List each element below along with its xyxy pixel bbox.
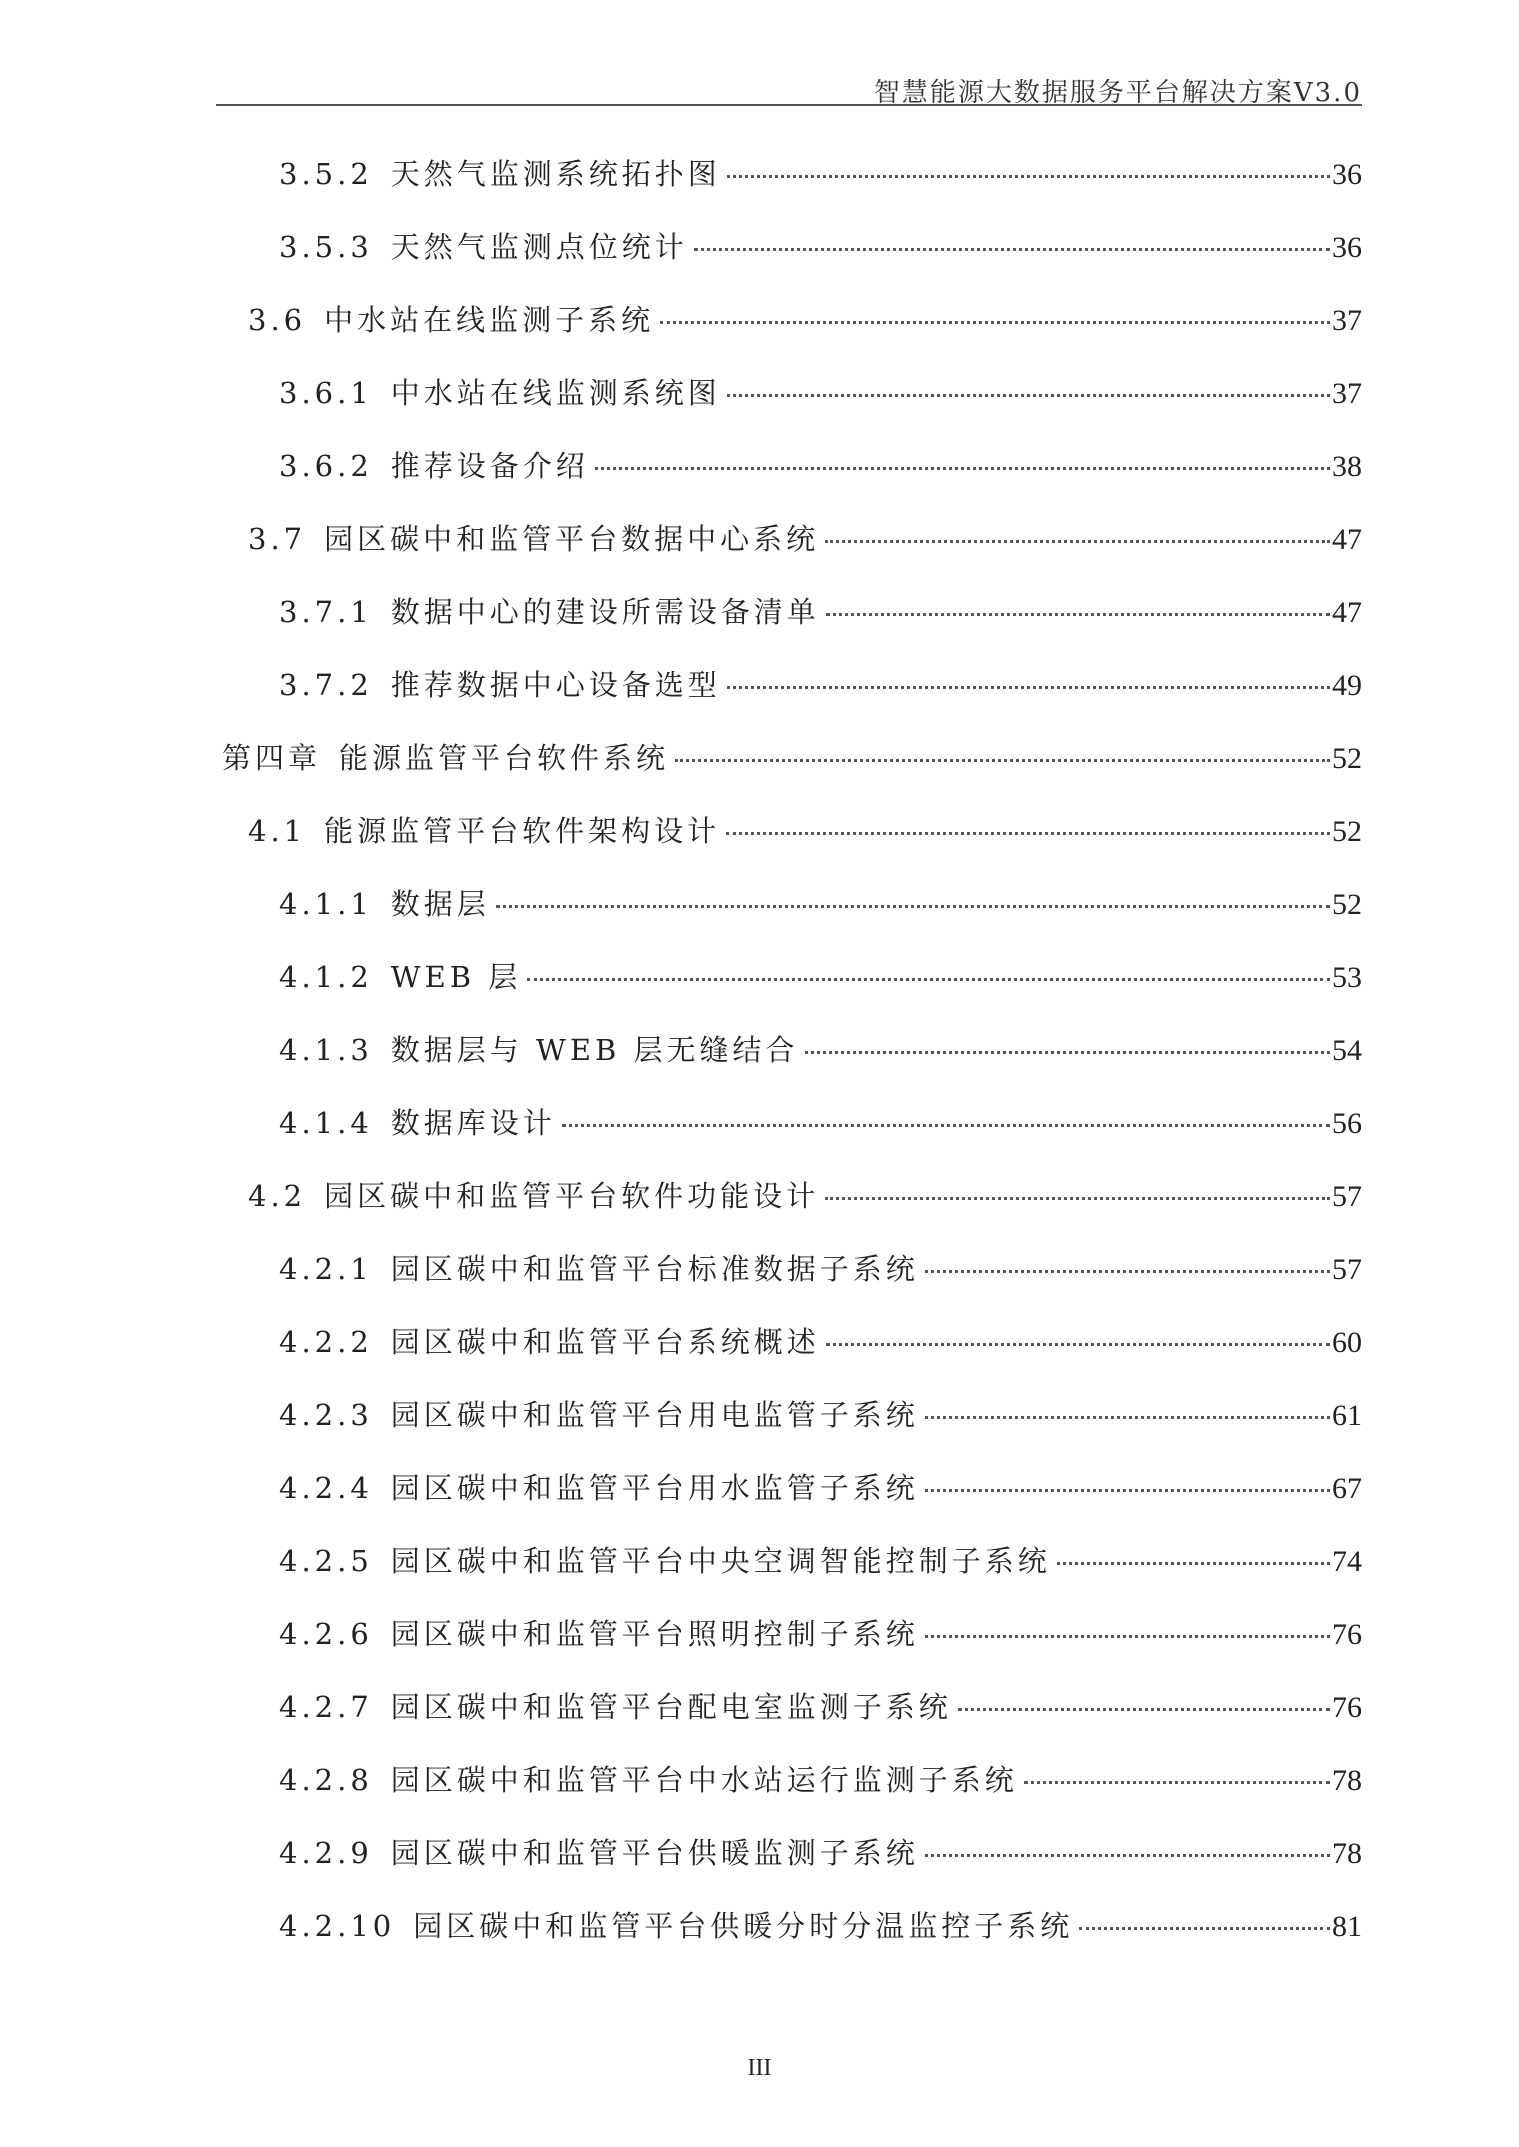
toc-entry-title: 数据中心的建设所需设备清单 [390,595,820,629]
toc-entry-page: 57 [1332,1180,1362,1213]
toc-entry-page: 78 [1332,1764,1362,1797]
toc-entry-title: 园区碳中和监管平台系统概述 [390,1325,820,1359]
toc-entry-number: 4.2.8 [279,1763,373,1797]
toc-dot-leader [496,905,1330,908]
toc-entry-page: 78 [1332,1837,1362,1870]
toc-entry[interactable] [216,298,1362,371]
toc-entry-page: 61 [1332,1399,1362,1432]
toc-entry[interactable] [216,1320,1362,1393]
toc-entry[interactable] [216,663,1362,736]
toc-entry-title: 推荐设备介绍 [390,449,589,483]
toc-entry-page: 37 [1332,304,1362,337]
toc-dot-leader [925,1416,1330,1419]
header-divider [216,104,1362,106]
toc-entry[interactable] [216,736,1362,809]
toc-dot-leader [925,1635,1330,1638]
toc-entry-title: 园区碳中和监管平台中水站运行监测子系统 [390,1763,1018,1797]
toc-entry-page: 37 [1332,377,1362,410]
toc-entry-number: 3.5.2 [279,157,373,191]
toc-entry-title: 园区碳中和监管平台照明控制子系统 [390,1617,919,1651]
toc-entry-title: 天然气监测系统拓扑图 [390,157,721,191]
toc-entry-title: 数据库设计 [390,1106,556,1140]
toc-entry-title: 园区碳中和监管平台配电室监测子系统 [390,1690,952,1724]
toc-entry-page: 57 [1332,1253,1362,1286]
toc-entry-title: 数据层与 WEB 层无缝结合 [390,1033,799,1067]
toc-entry-page: 67 [1332,1472,1362,1505]
toc-entry-page: 52 [1332,888,1362,921]
table-of-contents [216,152,1362,1977]
toc-dot-leader [925,1489,1330,1492]
toc-entry[interactable] [216,809,1362,882]
toc-entry[interactable] [216,517,1362,590]
toc-entry-title: 园区碳中和监管平台供暖分时分温监控子系统 [413,1909,1074,1943]
toc-dot-leader [925,1270,1330,1273]
toc-entry[interactable] [216,1612,1362,1685]
toc-dot-leader [1024,1781,1330,1784]
toc-dot-leader [727,686,1330,689]
toc-dot-leader [805,1051,1330,1054]
toc-dot-leader [825,540,1330,543]
toc-entry-number: 3.7.2 [279,668,373,702]
toc-entry[interactable] [216,1539,1362,1612]
toc-dot-leader [826,613,1330,616]
toc-entry-title: 园区碳中和监管平台软件功能设计 [324,1179,820,1213]
toc-entry-number: 4.1 [248,814,307,848]
toc-entry[interactable] [216,1904,1362,1977]
toc-entry-number: 4.1.3 [279,1033,373,1067]
toc-entry-number: 3.7.1 [279,595,373,629]
toc-dot-leader [527,978,1330,981]
toc-entry-page: 53 [1332,961,1362,994]
toc-entry[interactable] [216,1466,1362,1539]
toc-entry-title: 园区碳中和监管平台数据中心系统 [324,522,820,556]
toc-entry-page: 54 [1332,1034,1362,1067]
toc-entry-page: 74 [1332,1545,1362,1578]
toc-entry-page: 60 [1332,1326,1362,1359]
toc-entry-page: 52 [1332,815,1362,848]
toc-entry-title: 园区碳中和监管平台供暖监测子系统 [390,1836,919,1870]
toc-entry-number: 4.2 [248,1179,307,1213]
toc-entry-page: 38 [1332,450,1362,483]
toc-dot-leader [825,1197,1330,1200]
toc-entry-title: 中水站在线监测系统图 [390,376,721,410]
toc-entry[interactable] [216,1174,1362,1247]
toc-entry-title: 园区碳中和监管平台标准数据子系统 [390,1252,919,1286]
toc-entry-page: 49 [1332,669,1362,702]
toc-entry-page: 36 [1332,231,1362,264]
toc-entry-title: 天然气监测点位统计 [390,230,688,264]
toc-entry-number: 4.2.6 [279,1617,373,1651]
toc-entry-page: 47 [1332,596,1362,629]
page-number: III [747,2055,772,2081]
toc-entry-number: 4.2.3 [279,1398,373,1432]
toc-entry[interactable] [216,152,1362,225]
toc-dot-leader [675,759,1330,762]
toc-entry[interactable] [216,371,1362,444]
toc-dot-leader [958,1708,1330,1711]
toc-entry-number: 4.2.2 [279,1325,373,1359]
toc-dot-leader [826,1343,1330,1346]
toc-entry[interactable] [216,225,1362,298]
toc-entry[interactable] [216,1101,1362,1174]
toc-entry[interactable] [216,1028,1362,1101]
toc-entry-title: 能源监管平台软件系统 [339,741,670,775]
toc-entry[interactable] [216,590,1362,663]
toc-entry-title: 推荐数据中心设备选型 [390,668,721,702]
toc-entry[interactable] [216,1393,1362,1466]
toc-dot-leader [727,175,1330,178]
document-header-title: 智慧能源大数据服务平台解决方案V3.0 [873,78,1362,108]
toc-entry-title: 园区碳中和监管平台用水监管子系统 [390,1471,919,1505]
toc-dot-leader [925,1854,1330,1857]
toc-entry-number: 4.2.9 [279,1836,373,1870]
toc-entry[interactable] [216,444,1362,517]
toc-entry-number: 3.6.2 [279,449,373,483]
toc-entry[interactable] [216,882,1362,955]
toc-entry-number: 4.2.5 [279,1544,373,1578]
toc-entry-title: 园区碳中和监管平台中央空调智能控制子系统 [390,1544,1051,1578]
toc-entry[interactable] [216,1758,1362,1831]
toc-entry-title: 能源监管平台软件架构设计 [324,814,721,848]
toc-entry-page: 81 [1332,1910,1362,1943]
toc-entry-number: 3.6.1 [279,376,373,410]
toc-entry-page: 76 [1332,1691,1362,1724]
toc-entry-number: 4.2.10 [279,1909,396,1943]
toc-dot-leader [694,248,1330,251]
toc-entry-number: 4.2.1 [279,1252,373,1286]
toc-entry-number: 4.2.4 [279,1471,373,1505]
toc-dot-leader [595,467,1330,470]
toc-entry-number: 3.5.3 [279,230,373,264]
toc-entry-title: 数据层 [390,887,490,921]
toc-entry-number: 第四章 [222,741,322,775]
toc-dot-leader [1079,1927,1330,1930]
toc-entry[interactable] [216,955,1362,1028]
toc-entry-number: 4.1.2 [279,960,373,994]
toc-entry-page: 52 [1332,742,1362,775]
toc-entry-page: 36 [1332,158,1362,191]
toc-entry-number: 4.1.4 [279,1106,373,1140]
toc-entry-number: 3.7 [248,522,307,556]
toc-entry-title: 园区碳中和监管平台用电监管子系统 [390,1398,919,1432]
toc-dot-leader [1057,1562,1330,1565]
toc-entry[interactable] [216,1831,1362,1904]
toc-entry-title: WEB 层 [390,960,522,994]
toc-entry-number: 4.2.7 [279,1690,373,1724]
toc-dot-leader [727,394,1330,397]
toc-entry-number: 3.6 [248,303,307,337]
toc-entry-page: 56 [1332,1107,1362,1140]
toc-entry-title: 中水站在线监测子系统 [324,303,655,337]
toc-entry-number: 4.1.1 [279,887,373,921]
toc-entry[interactable] [216,1247,1362,1320]
toc-entry[interactable] [216,1685,1362,1758]
toc-dot-leader [726,832,1330,835]
toc-dot-leader [660,321,1330,324]
toc-entry-page: 47 [1332,523,1362,556]
toc-dot-leader [562,1124,1330,1127]
toc-entry-page: 76 [1332,1618,1362,1651]
